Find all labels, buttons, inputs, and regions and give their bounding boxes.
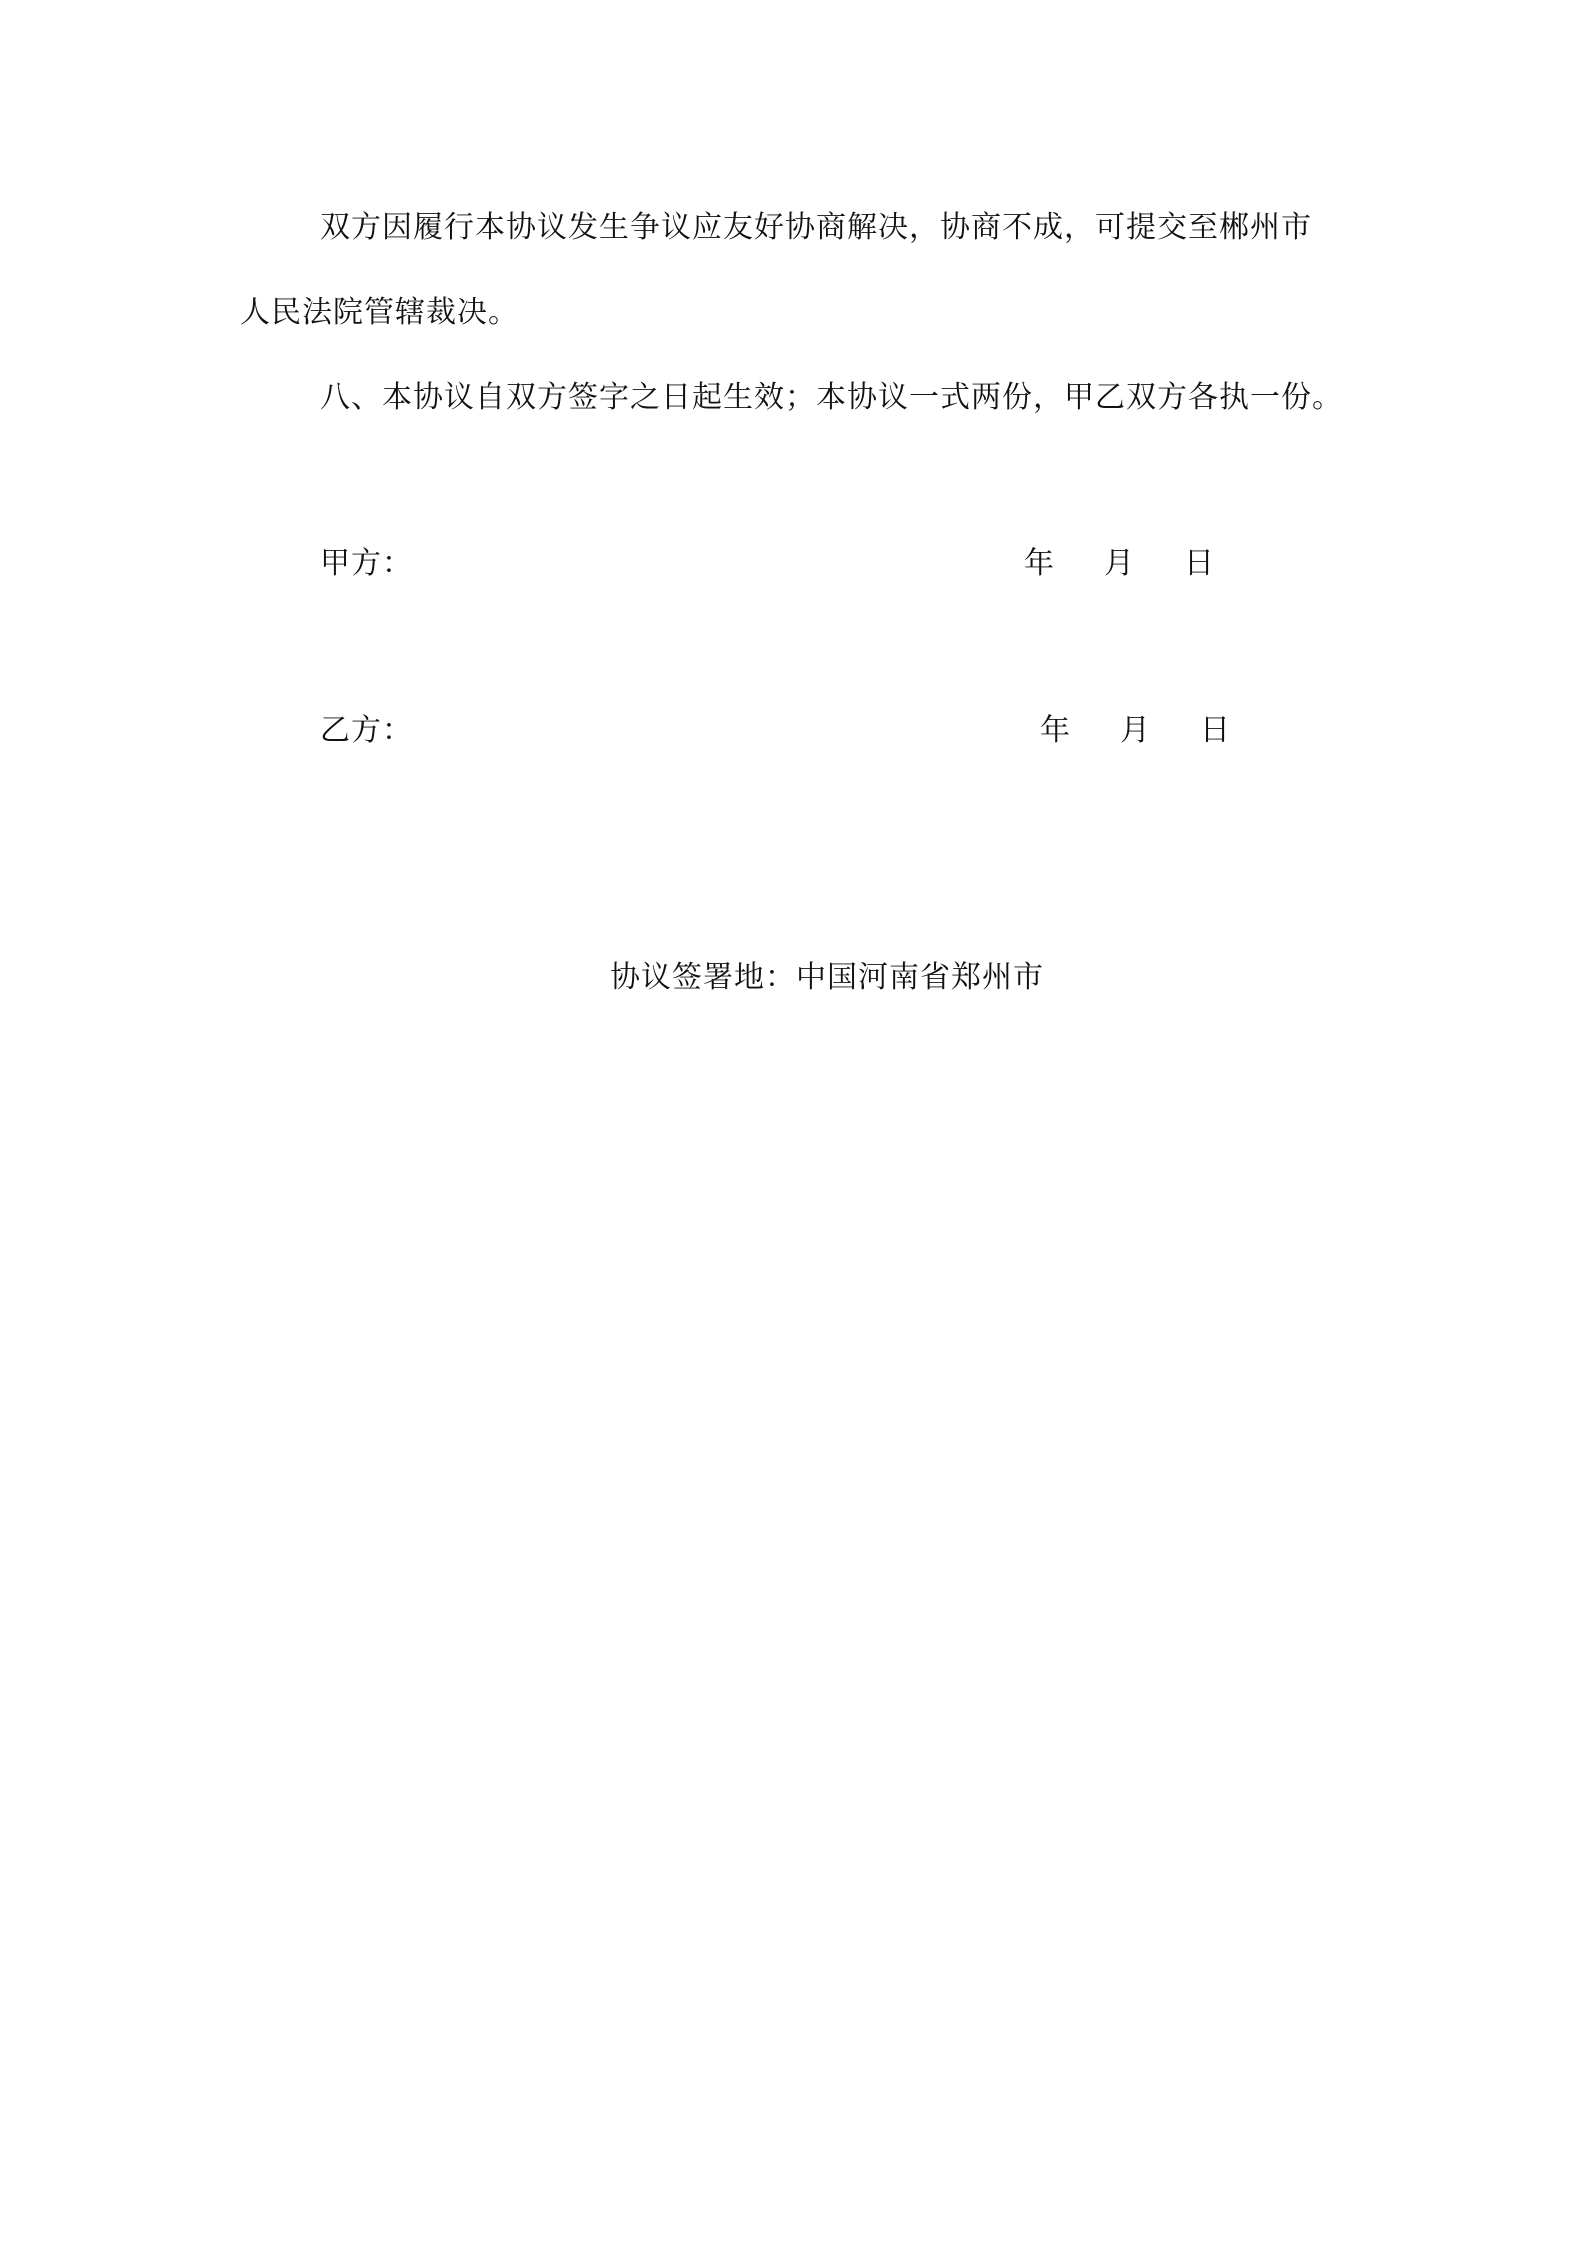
party-a-date-month: 月 [1104,546,1134,581]
party-a-date-day: 日 [1184,546,1214,581]
signing-place: 协议签署地：中国河南省郑州市 [610,960,1044,995]
party-a-label: 甲方： [320,546,413,581]
party-b-date-year: 年 [1040,713,1070,748]
effect-clause: 八、本协议自双方签字之日起生效；本协议一式两份，甲乙双方各执一份。 [320,380,1343,415]
party-b-date-month: 月 [1120,713,1150,748]
party-a-date-year: 年 [1024,546,1054,581]
party-b-date-day: 日 [1200,713,1230,748]
dispute-clause-line-1: 双方因履行本协议发生争议应友好协商解决，协商不成，可提交至郴州市 [320,210,1312,245]
party-b-label: 乙方： [320,713,413,748]
dispute-clause-line-2: 人民法院管辖裁决。 [240,295,519,330]
